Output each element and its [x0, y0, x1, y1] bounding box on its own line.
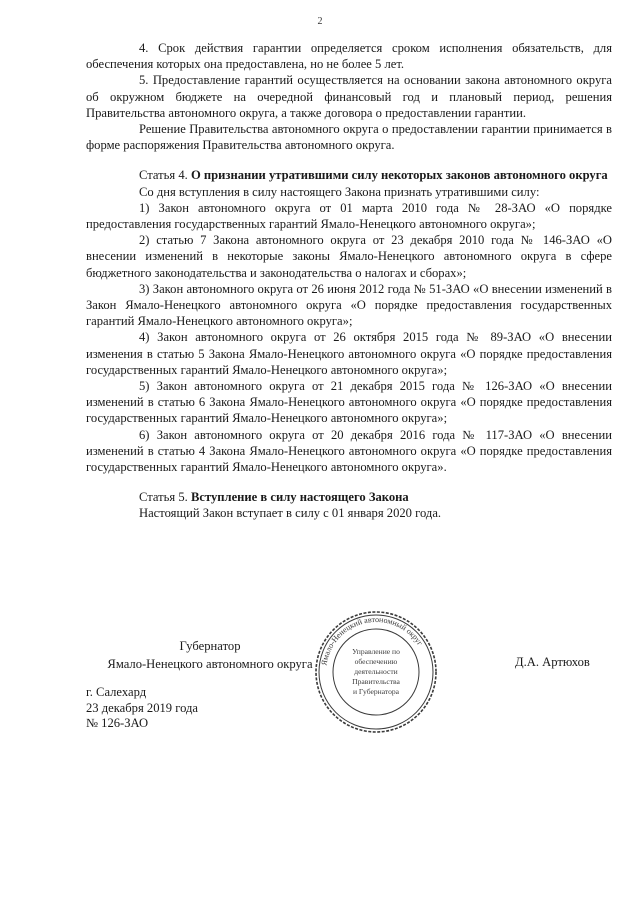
signatory-title — [100, 637, 320, 673]
article-4-item: 1) Закон автономного округа от 01 марта 2010 года № 28-ЗАО «О порядке предоставления государственных гарантий Ямало-Ненецкого автономного округа»; — [86, 200, 612, 232]
article-5-text: Настоящий Закон вступает в силу с 01 января 2020 года. — [139, 506, 442, 521]
place-date-block — [86, 685, 198, 732]
stamp-center-line: деятельности — [354, 667, 398, 676]
article-4-label: Статья 4. — [139, 168, 188, 183]
place-city: г. Салехард — [86, 685, 147, 699]
article-5-title: Вступление в силу настоящего Закона — [190, 490, 409, 505]
document-body — [86, 40, 612, 522]
article-4-title: О признании утратившими силу некоторых законов автономного округа — [190, 168, 608, 183]
page-number: 2 — [317, 16, 323, 27]
article-4-item: 6) Закон автономного округа от 20 декабря 2016 года № 117-ЗАО «О внесении изменений в статью 4 Закона Ямало-Ненецкого автономного округа «О порядке предоставления государственных гарантий Ямало-Ненецкого автономного округа». — [86, 427, 612, 475]
official-seal-stamp — [312, 608, 440, 736]
article-4-item: 3) Закон автономного округа от 26 июня 2012 года № 51-ЗАО «О внесении изменений в Закон Ямало-Ненецкого автономного округа «О порядке предоставления государственных гарантий Ямало-Ненецкого автономного округа»; — [86, 281, 612, 329]
signatory-title-line1: Губернатор — [179, 639, 241, 653]
paragraph-guarantee-term: 4. Срок действия гарантии определяется сроком исполнения обязательств, для обеспечения которых она предоставлена, но не более 5 лет. — [86, 41, 612, 72]
signatory-title-line2: Ямало-Ненецкого автономного округа — [107, 657, 313, 671]
signatory-name: Д.А. Артюхов — [515, 655, 590, 669]
law-date: 23 декабря 2019 года — [86, 700, 199, 715]
paragraph-government-decision: Решение Правительства автономного округа о предоставлении гарантии принимается в форме распоряжения Правительства автономного округа. — [86, 122, 612, 153]
stamp-center-line: Управление по — [352, 647, 400, 656]
article-5-label: Статья 5. — [139, 490, 188, 505]
article-5-heading — [86, 489, 612, 505]
article-4-item: 4) Закон автономного округа от 26 октября 2015 года № 89-ЗАО «О внесении изменения в статью 5 Закона Ямало-Ненецкого автономного округа «О порядке предоставления государственных гарантий Ямало-Ненецкого автономного округа»; — [86, 330, 612, 377]
article-4-intro: Со дня вступления в силу настоящего Закона признать утратившими силу: — [139, 184, 540, 199]
paragraph-guarantee-basis: 5. Предоставление гарантий осуществляется на основании закона автономного округа об окружном бюджете на очередной финансовый год и плановый период, решения Правительства автономного округа, а также договора о предоставлении гарантии. — [86, 73, 612, 120]
article-4-item: 2) статью 7 Закона автономного округа от 23 декабря 2010 года № 146-ЗАО «О внесении изменений в некоторые законы Ямало-Ненецкого автономного округа в сфере бюджетного законодательства и законодательства о налогах и сборах»; — [86, 233, 612, 280]
stamp-center-line: Правительства — [352, 677, 400, 686]
stamp-center-line: и Губернатора — [352, 687, 400, 696]
stamp-ring-text: Ямало-Ненецкий автономный округ — [319, 614, 425, 667]
law-number: № 126-ЗАО — [86, 716, 149, 730]
article-4-item: 5) Закон автономного округа от 21 декабря 2015 года № 126-ЗАО «О внесении изменений в статью 6 Закона Ямало-Ненецкого автономного округа «О порядке предоставления государственных гарантий Ямало-Ненецкого автономного округа»; — [86, 379, 612, 426]
article-4-heading — [86, 167, 612, 183]
stamp-center-line: обеспечению — [354, 657, 398, 666]
